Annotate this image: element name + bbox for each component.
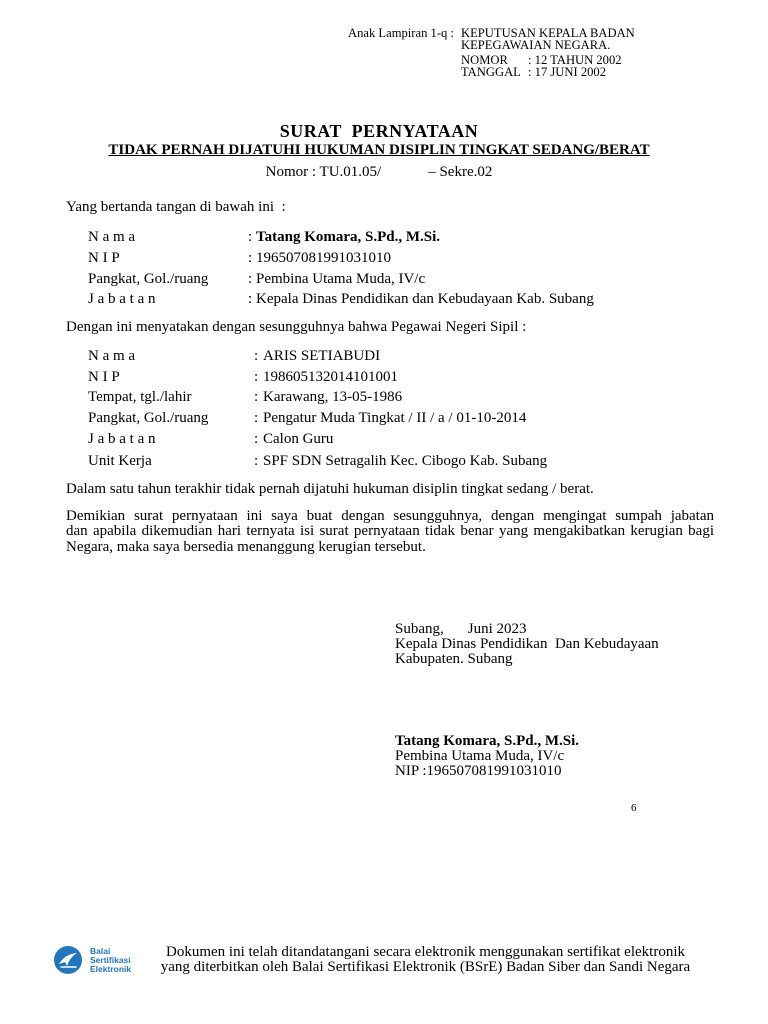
separator: : <box>254 409 259 426</box>
employee-birth-label: Tempat, tgl./lahir <box>88 388 192 405</box>
employee-name-label: N a m a <box>88 347 136 364</box>
signature-nip: NIP :196507081991031010 <box>395 762 562 779</box>
signer-name-value: Tatang Komara, S.Pd., M.Si. <box>256 228 441 245</box>
signature-header <box>395 622 725 667</box>
separator: : <box>254 347 259 364</box>
place-date-line <box>395 622 725 637</box>
closing-line: Negara, maka saya bersedia menanggung kerugian tersebut. <box>66 538 426 555</box>
decree-date-label: TANGGAL <box>461 64 521 79</box>
document-number-prefix: Nomor : TU.01.05/ <box>265 163 382 180</box>
decree-title-line1: KEPUTUSAN KEPALA BADAN <box>461 25 635 40</box>
document-number <box>0 165 758 180</box>
signer-row <box>88 230 708 245</box>
logo-text-line: Sertifikasi <box>90 955 131 965</box>
signer-rank-value: Pembina Utama Muda, IV/c <box>256 270 426 287</box>
signer-rank-label: Pangkat, Gol./ruang <box>88 270 209 287</box>
signer-nip-label: N I P <box>88 249 120 266</box>
e-signature-notice-line2: yang diterbitkan oleh Balai Sertifikasi Elektronik (BSrE) Badan Siber dan Sandi Negara <box>160 958 691 975</box>
employee-position-value: Calon Guru <box>263 430 334 447</box>
signature-block <box>395 734 725 779</box>
signer-row <box>88 292 708 307</box>
decree-date-row <box>461 66 701 79</box>
logo-text-line: Elektronik <box>90 964 132 974</box>
employee-rank-value: Pengatur Muda Tingkat / II / a / 01-10-2014 <box>263 409 527 426</box>
separator: : <box>248 270 253 287</box>
decree-number-label: NOMOR <box>461 52 508 67</box>
employee-nip-label: N I P <box>88 368 120 385</box>
declaration-text: Dalam satu tahun terakhir tidak pernah dijatuhi hukuman disiplin tingkat sedang / berat. <box>66 480 594 497</box>
attachment-label: Anak Lampiran 1-q : <box>348 25 454 40</box>
employee-row <box>88 370 708 385</box>
separator: : <box>254 388 259 405</box>
signer-position-label: J a b a t a n <box>88 290 156 307</box>
employee-name-value: ARIS SETIABUDI <box>263 347 381 364</box>
document-number-suffix: – Sekre.02 <box>428 163 493 180</box>
separator: : <box>248 290 253 307</box>
page-number: 6 <box>631 802 637 814</box>
signer-position-value: Kepala Dinas Pendidikan dan Kebudayaan Kab. Subang <box>256 290 594 307</box>
decree-number-value: : 12 TAHUN 2002 <box>528 52 622 67</box>
signer-position-line2: Kabupaten. Subang <box>395 650 513 667</box>
employee-row <box>88 411 708 426</box>
document-subtitle: TIDAK PERNAH DIJATUHI HUKUMAN DISIPLIN TINGKAT SEDANG/BERAT <box>108 141 650 158</box>
closing-paragraph <box>66 509 714 556</box>
separator: : <box>254 368 259 385</box>
closing-line: dan apabila dikemudian hari ternyata isi surat pernyataan tidak benar yang mengakibatkan kerugian bagi <box>66 523 714 539</box>
separator: : <box>248 228 253 245</box>
separator: : <box>248 249 253 266</box>
bsre-logo-icon <box>52 945 86 975</box>
decree-title-line2: KEPEGAWAIAN NEGARA. <box>461 37 611 52</box>
employee-unit-label: Unit Kerja <box>88 452 152 469</box>
employee-position-label: J a b a t a n <box>88 430 156 447</box>
separator: : <box>254 452 259 469</box>
document-title: SURAT PERNYATAAN <box>279 121 479 141</box>
e-signature-notice-line1: Dokumen ini telah ditandatangani secara elektronik menggunakan sertifikat elektronik <box>166 943 685 960</box>
statement-text: Dengan ini menyatakan dengan sesungguhnya bahwa Pegawai Negeri Sipil : <box>66 318 527 335</box>
employee-nip-value: 198605132014101001 <box>263 368 398 385</box>
logo-text-line: Balai <box>90 946 111 956</box>
decree-date-value: : 17 JUNI 2002 <box>528 64 607 79</box>
employee-birth-value: Karawang, 13-05-1986 <box>263 388 403 405</box>
employee-unit-value: SPF SDN Setragalih Kec. Cibogo Kab. Subang <box>263 452 548 469</box>
employee-row <box>88 390 708 405</box>
employee-row <box>88 432 708 447</box>
intro-text: Yang bertanda tangan di bawah ini : <box>66 198 286 215</box>
closing-line: Demikian surat pernyataan ini saya buat dengan sesungguhnya, dengan mengingat sumpah jabatan <box>66 507 714 524</box>
signer-name-label: N a m a <box>88 228 136 245</box>
employee-rank-label: Pangkat, Gol./ruang <box>88 409 209 426</box>
signer-row <box>88 272 708 287</box>
signature-date: Juni 2023 <box>467 620 527 637</box>
employee-row <box>88 349 708 364</box>
signer-row <box>88 251 708 266</box>
e-signature-notice <box>100 945 751 975</box>
signature-rank: Pembina Utama Muda, IV/c <box>395 747 565 764</box>
signer-nip-value: 196507081991031010 <box>256 249 391 266</box>
separator: : <box>254 430 259 447</box>
signer-position-line1: Kepala Dinas Pendidikan Dan Kebudayaan <box>395 635 659 652</box>
employee-row <box>88 454 708 469</box>
signature-place: Subang, <box>395 620 444 637</box>
signature-name: Tatang Komara, S.Pd., M.Si. <box>395 732 580 749</box>
